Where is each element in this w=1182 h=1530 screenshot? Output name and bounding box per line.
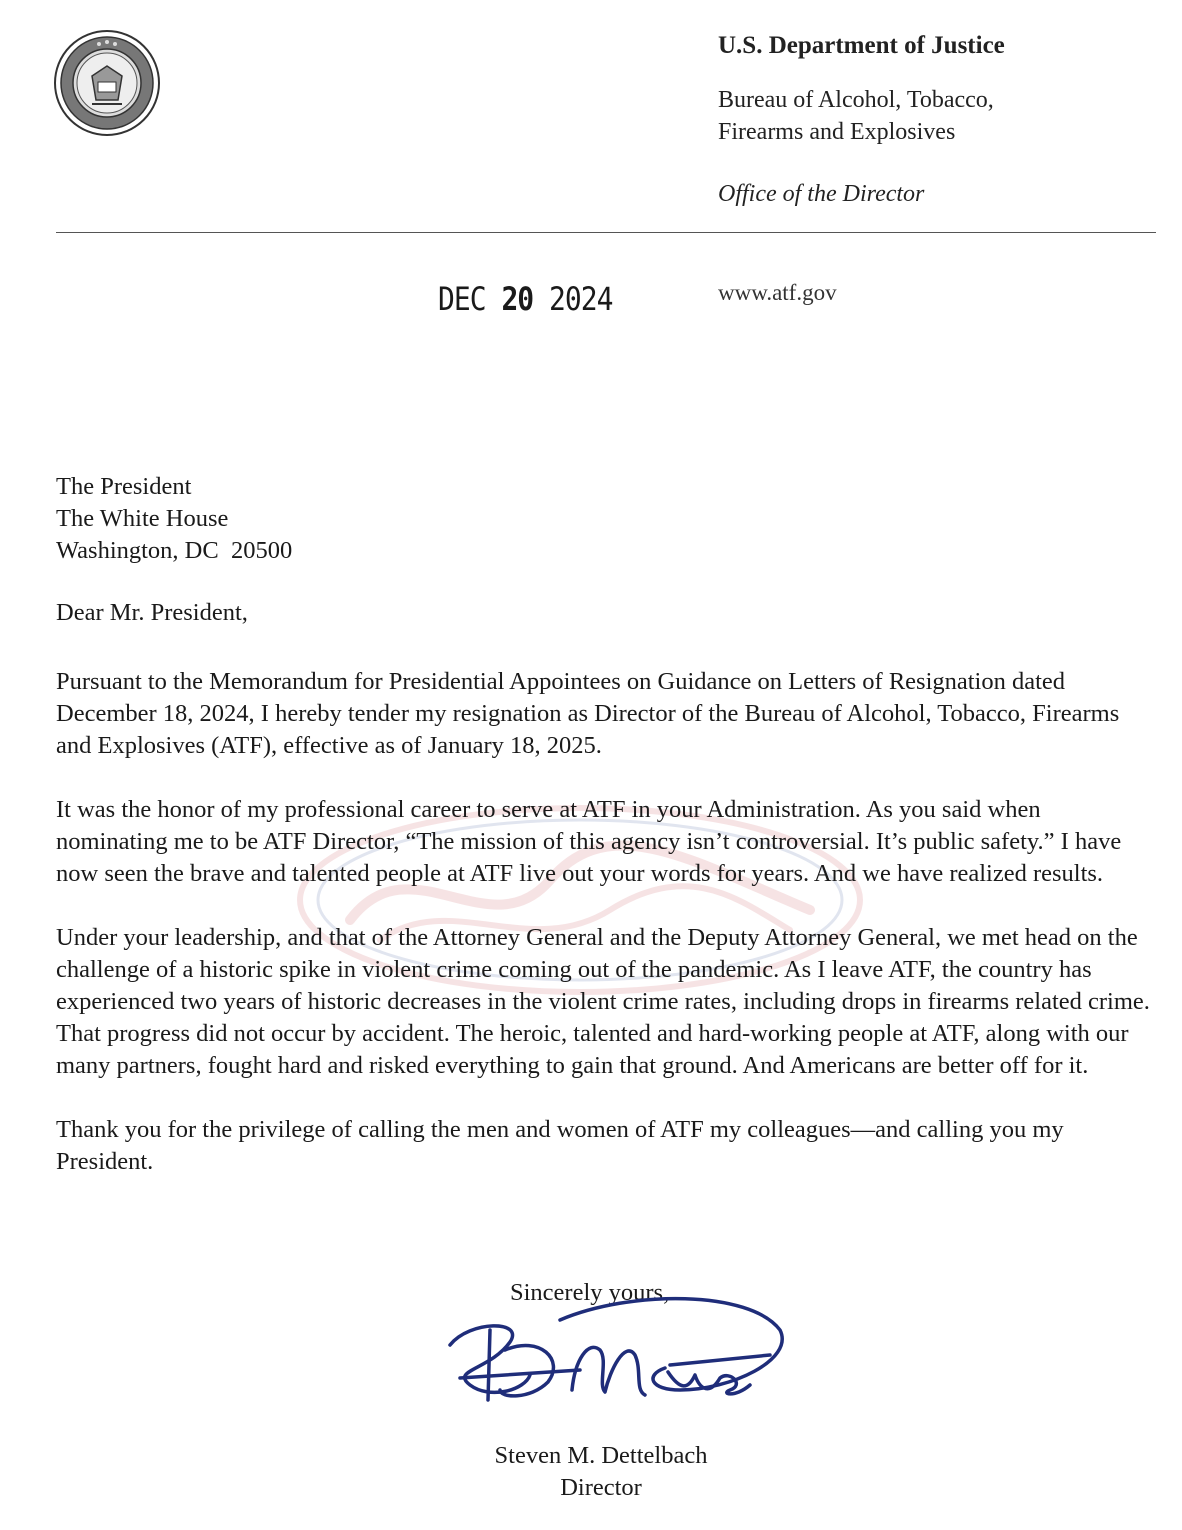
signer-title: Director xyxy=(560,1474,642,1501)
closing: Sincerely yours, xyxy=(510,1279,670,1306)
date-stamp xyxy=(438,280,612,318)
signer-block xyxy=(478,1440,724,1504)
body-paragraph: Pursuant to the Memorandum for Presidential Appointees on Guidance on Letters of Resignation dated December 18, 2024, I hereby tender my resignation as Director of the Bureau of Alcohol, Tobacco, Firearms and Explosives (ATF), effective as of January 18, 2025. xyxy=(56,668,1120,759)
recipient-line-3: Washington, DC 20500 xyxy=(56,537,293,564)
body-paragraph: It was the honor of my professional career to serve at ATF in your Administration. As you said when nominating me to be ATF Director, “The mission of this agency isn’t controversial. It’s public safety.” I have now seen the brave and talented people at ATF live out your words for years. And we have realized results. xyxy=(56,796,1122,887)
recipient-address xyxy=(56,471,292,567)
bureau-line-2: Firearms and Explosives xyxy=(718,119,956,145)
salutation: Dear Mr. President, xyxy=(56,599,248,626)
bureau-line-1: Bureau of Alcohol, Tobacco, xyxy=(718,87,994,113)
recipient-line-1: The President xyxy=(56,473,192,500)
date-stamp-day: 20 xyxy=(501,280,534,318)
department-name: U.S. Department of Justice xyxy=(718,32,1005,59)
signer-name: Steven M. Dettelbach xyxy=(494,1442,708,1469)
body-paragraph: Under your leadership, and that of the Attorney General and the Deputy Attorney General, we met head on the challenge of a historic spike in violent crime coming out of the pandemic. As I leave ATF, the country has experienced two years of historic decreases in the violent crime rates, including drops in firearms related crime. That progress did not occur by accident. The heroic, talented and hard-working people at ATF, along with our many partners, fought hard and risked everything to gain that ground. And Americans are better off for it. xyxy=(56,924,1162,1079)
office-name: Office of the Director xyxy=(718,181,925,207)
recipient-line-2: The White House xyxy=(56,505,229,532)
letter-body xyxy=(56,666,1162,1210)
website: www.atf.gov xyxy=(718,280,837,305)
letterhead xyxy=(718,30,1005,210)
handwritten-signature xyxy=(430,1290,810,1430)
letterhead-divider xyxy=(56,232,1156,233)
body-paragraph: Thank you for the privilege of calling the men and women of ATF my colleagues—and calling you my President. xyxy=(56,1116,1064,1175)
atf-seal-logo xyxy=(52,28,162,138)
date-stamp-year: 2024 xyxy=(549,280,613,318)
date-stamp-month: DEC xyxy=(438,280,486,318)
